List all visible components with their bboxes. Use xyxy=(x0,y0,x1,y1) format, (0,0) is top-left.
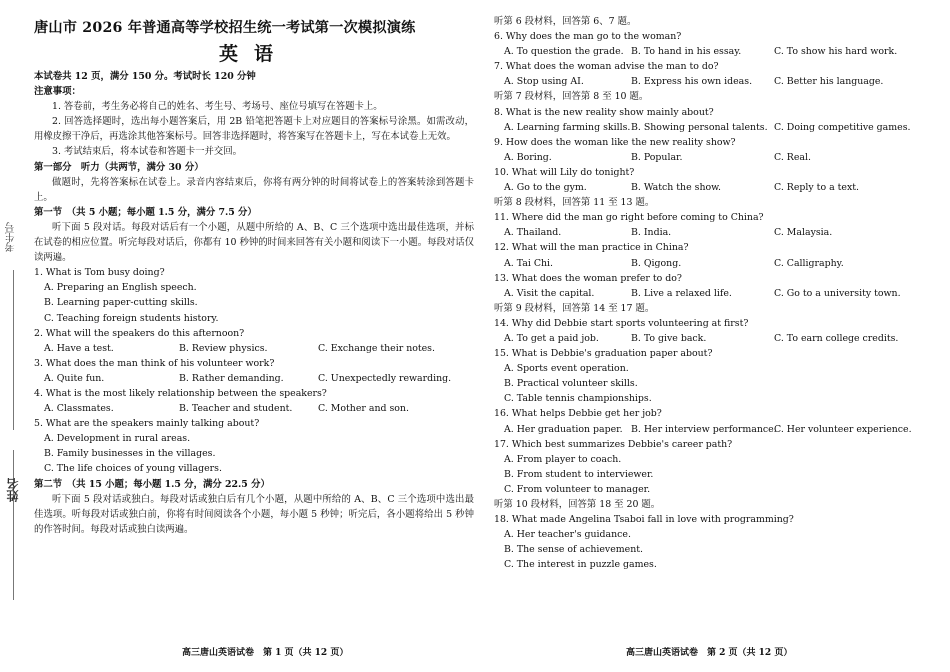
page-1-footer: 高三唐山英语试卷 第 1 页（共 12 页） xyxy=(182,648,349,658)
option-b: B. Live a relaxed life. xyxy=(631,287,732,299)
note-item: 1. 答卷前，考生务必将自己的姓名、考生号、考场号、座位号填写在答题卡上。 xyxy=(52,101,383,113)
question-stem: 4. What is the most likely relationship between the speakers? xyxy=(34,387,327,399)
option-b: B. Her interview performance. xyxy=(631,423,777,435)
question-5 xyxy=(34,416,474,476)
option-b: B. Rather demanding. xyxy=(179,372,284,384)
option-c: C. Mother and son. xyxy=(318,403,409,415)
question-16 xyxy=(494,406,924,436)
question-stem: 3. What does the man think of his volunteer work? xyxy=(34,357,275,369)
option-c: C. Real. xyxy=(774,151,811,163)
option-c: C. To show his hard work. xyxy=(774,46,898,58)
option-c: C. Table tennis championships. xyxy=(504,393,652,405)
option-b: B. Teacher and student. xyxy=(179,403,293,415)
option-b: B. Express his own ideas. xyxy=(631,76,753,88)
question-18 xyxy=(494,512,924,572)
option-a: A. Her teacher's guidance. xyxy=(504,529,631,541)
question-stem: 11. Where did the man go right before coming to China? xyxy=(494,212,764,224)
options-row xyxy=(494,150,924,165)
name-label: 姓名 xyxy=(6,478,20,502)
material-heading: 听第 8 段材料，回答第 11 至 13 题。 xyxy=(494,197,655,209)
option-c: C. Malaysia. xyxy=(774,227,833,239)
option-c: C. Unexpectedly rewarding. xyxy=(318,372,452,384)
option-c: C. Doing competitive games. xyxy=(774,121,911,133)
option-a: A. Stop using AI. xyxy=(504,76,584,88)
option-a: A. Tai Chi. xyxy=(504,257,554,269)
option-b: B. Practical volunteer skills. xyxy=(504,378,638,390)
option-b: B. To hand in his essay. xyxy=(631,46,742,58)
option-c: C. Better his language. xyxy=(774,76,884,88)
question-stem: 12. What will the man practice in China? xyxy=(494,242,689,254)
option-a: A. Preparing an English speech. xyxy=(44,282,197,294)
question-9 xyxy=(494,135,924,165)
question-17 xyxy=(494,437,924,497)
question-14 xyxy=(494,316,924,346)
option-b: B. From student to interviewer. xyxy=(504,468,654,480)
option-c: C. The life choices of young villagers. xyxy=(44,463,222,475)
options-row xyxy=(494,120,924,135)
option-a: A. Classmates. xyxy=(44,403,114,415)
options-row xyxy=(34,401,474,416)
option-a: A. To question the grade. xyxy=(504,46,624,58)
exam-intro: 本试卷共 12 页，满分 150 分。考试时长 120 分钟 xyxy=(34,71,256,82)
options-row xyxy=(494,286,924,301)
option-b: B. Learning paper-cutting skills. xyxy=(44,297,198,309)
option-a: A. Development in rural areas. xyxy=(44,433,191,445)
question-stem: 14. Why did Debbie start sports volunteering at first? xyxy=(494,317,749,329)
option-a: A. Boring. xyxy=(504,151,552,163)
fill-line xyxy=(13,450,14,600)
question-stem: 6. Why does the man go to the woman? xyxy=(494,31,682,43)
exam-title: 唐山市 2026 年普通高等学校招生统一考试第一次模拟演练 xyxy=(34,20,416,36)
option-c: C. Go to a university town. xyxy=(774,287,901,299)
question-12 xyxy=(494,240,924,270)
options-row xyxy=(494,225,924,240)
option-c: C. Exchange their notes. xyxy=(318,342,435,354)
options-row xyxy=(494,422,924,437)
question-stem: 10. What will Lily do tonight? xyxy=(494,166,635,178)
question-stem: 8. What is the new reality show mainly about? xyxy=(494,106,714,118)
question-8 xyxy=(494,105,924,135)
options-row xyxy=(494,74,924,89)
option-a: A. Quite fun. xyxy=(44,372,105,384)
option-c: C. From volunteer to manager. xyxy=(504,483,651,495)
option-b: B. India. xyxy=(631,227,672,239)
option-a: A. Learning farming skills. xyxy=(504,121,631,133)
note-item: 2. 回答选择题时，选出每小题答案后，用 2B 铅笔把答题卡上对应题目的答案标号涂黑。如需改动，用橡皮擦干净后，再选涂其他答案标号。回答非选择题时，将答案写在答题卡上，写在本试卷上无效。 xyxy=(34,116,474,143)
question-stem: 15. What is Debbie's graduation paper about? xyxy=(494,348,713,360)
option-c: C. Her volunteer experience. xyxy=(774,423,912,435)
question-4 xyxy=(34,386,474,416)
question-stem: 9. How does the woman like the new reality show? xyxy=(494,136,736,148)
option-b: B. Watch the show. xyxy=(631,182,722,194)
examinee-number-label: 考生号 xyxy=(6,222,17,252)
options-row xyxy=(34,371,474,386)
question-10 xyxy=(494,165,924,195)
question-6 xyxy=(494,29,924,59)
option-a: A. Visit the capital. xyxy=(504,287,595,299)
question-2 xyxy=(34,326,474,356)
option-b: B. Showing personal talents. xyxy=(631,121,768,133)
option-a: A. To get a paid job. xyxy=(504,332,599,344)
question-stem: 13. What does the woman prefer to do? xyxy=(494,272,682,284)
option-c: C. Calligraphy. xyxy=(774,257,844,269)
question-11 xyxy=(494,210,924,240)
option-a: A. Sports event operation. xyxy=(504,363,629,375)
option-c: C. Teaching foreign students history. xyxy=(44,312,219,324)
option-a: A. From player to coach. xyxy=(504,453,622,465)
option-b: B. Qigong. xyxy=(631,257,682,269)
option-b: B. Review physics. xyxy=(179,342,268,354)
option-a: A. Thailand. xyxy=(504,227,562,239)
page-2 xyxy=(494,0,924,672)
options-row xyxy=(494,44,924,59)
notes-heading: 注意事项： xyxy=(34,86,81,98)
section2-intro: 听下面 5 段对话或独白。每段对话或独白后有几个小题，从题中所给的 A、B、C 三个选项中选出最佳选项。听每段对话或独白前，你将有时间阅读各个小题，每小题 5 秒钟；听完后，各小题将给出 5 秒钟的作答时间。每段对话或独白读两遍。 xyxy=(34,493,474,535)
question-stem: 7. What does the woman advise the man to do? xyxy=(494,61,719,73)
option-b: B. To give back. xyxy=(631,332,707,344)
option-b: B. Popular. xyxy=(631,151,683,163)
page-gutter xyxy=(478,20,479,640)
option-a: A. Go to the gym. xyxy=(504,182,587,194)
options-row xyxy=(494,256,924,271)
material-heading: 听第 9 段材料，回答第 14 至 17 题。 xyxy=(494,302,655,314)
binding-margin xyxy=(0,0,26,672)
option-a: A. Her graduation paper. xyxy=(504,423,623,435)
note-item: 3. 考试结束后，将本试卷和答题卡一并交回。 xyxy=(52,146,243,158)
option-c: C. The interest in puzzle games. xyxy=(504,559,657,571)
question-15 xyxy=(494,346,924,406)
question-stem: 5. What are the speakers mainly talking about? xyxy=(34,418,260,430)
options-row xyxy=(494,331,924,346)
question-stem: 17. Which best summarizes Debbie's career path? xyxy=(494,438,733,450)
section1-intro: 听下面 5 段对话。每段对话后有一个小题，从题中所给的 A、B、C 三个选项中选出最佳选项，并标在试卷的相应位置。听完每段对话后，你都有 10 秒钟的时间来回答有关小题和阅读下一小题。每段对话仅读两遍。 xyxy=(34,221,474,264)
material-heading: 听第 7 段材料，回答第 8 至 10 题。 xyxy=(494,91,649,103)
section2-heading: 第二节 （共 15 小题；每小题 1.5 分，满分 22.5 分） xyxy=(34,478,270,490)
section1-heading: 第一节 （共 5 小题；每小题 1.5 分，满分 7.5 分） xyxy=(34,206,257,218)
question-1 xyxy=(34,265,474,325)
question-stem: 16. What helps Debbie get her job? xyxy=(494,408,662,420)
question-7 xyxy=(494,59,924,89)
page-2-footer: 高三唐山英语试卷 第 2 页（共 12 页） xyxy=(626,648,793,658)
question-3 xyxy=(34,356,474,386)
option-a: A. Have a test. xyxy=(44,342,114,354)
question-stem: 18. What made Angelina Tsaboi fall in love with programming? xyxy=(494,514,794,526)
option-c: C. Reply to a text. xyxy=(774,182,859,194)
option-c: C. To earn college credits. xyxy=(774,332,899,344)
question-stem: 2. What will the speakers do this afternoon? xyxy=(34,327,245,339)
part1-intro: 做题时，先将答案标在试卷上。录音内容结束后，你将有两分钟的时间将试卷上的答案转涂到答题卡上。 xyxy=(34,176,474,203)
options-row xyxy=(494,180,924,195)
options-row xyxy=(34,341,474,356)
part1-heading: 第一部分 听力（共两节，满分 30 分） xyxy=(34,161,204,173)
option-b: B. Family businesses in the villages. xyxy=(44,448,216,460)
fill-line xyxy=(13,270,14,430)
subject-title: 英语 xyxy=(218,43,289,65)
page-1 xyxy=(34,0,474,672)
question-stem: 1. What is Tom busy doing? xyxy=(34,267,165,279)
question-13 xyxy=(494,271,924,301)
material-heading: 听第 6 段材料，回答第 6、7 题。 xyxy=(494,16,637,27)
material-heading: 听第 10 段材料，回答第 18 至 20 题。 xyxy=(494,499,661,510)
option-b: B. The sense of achievement. xyxy=(504,544,643,556)
